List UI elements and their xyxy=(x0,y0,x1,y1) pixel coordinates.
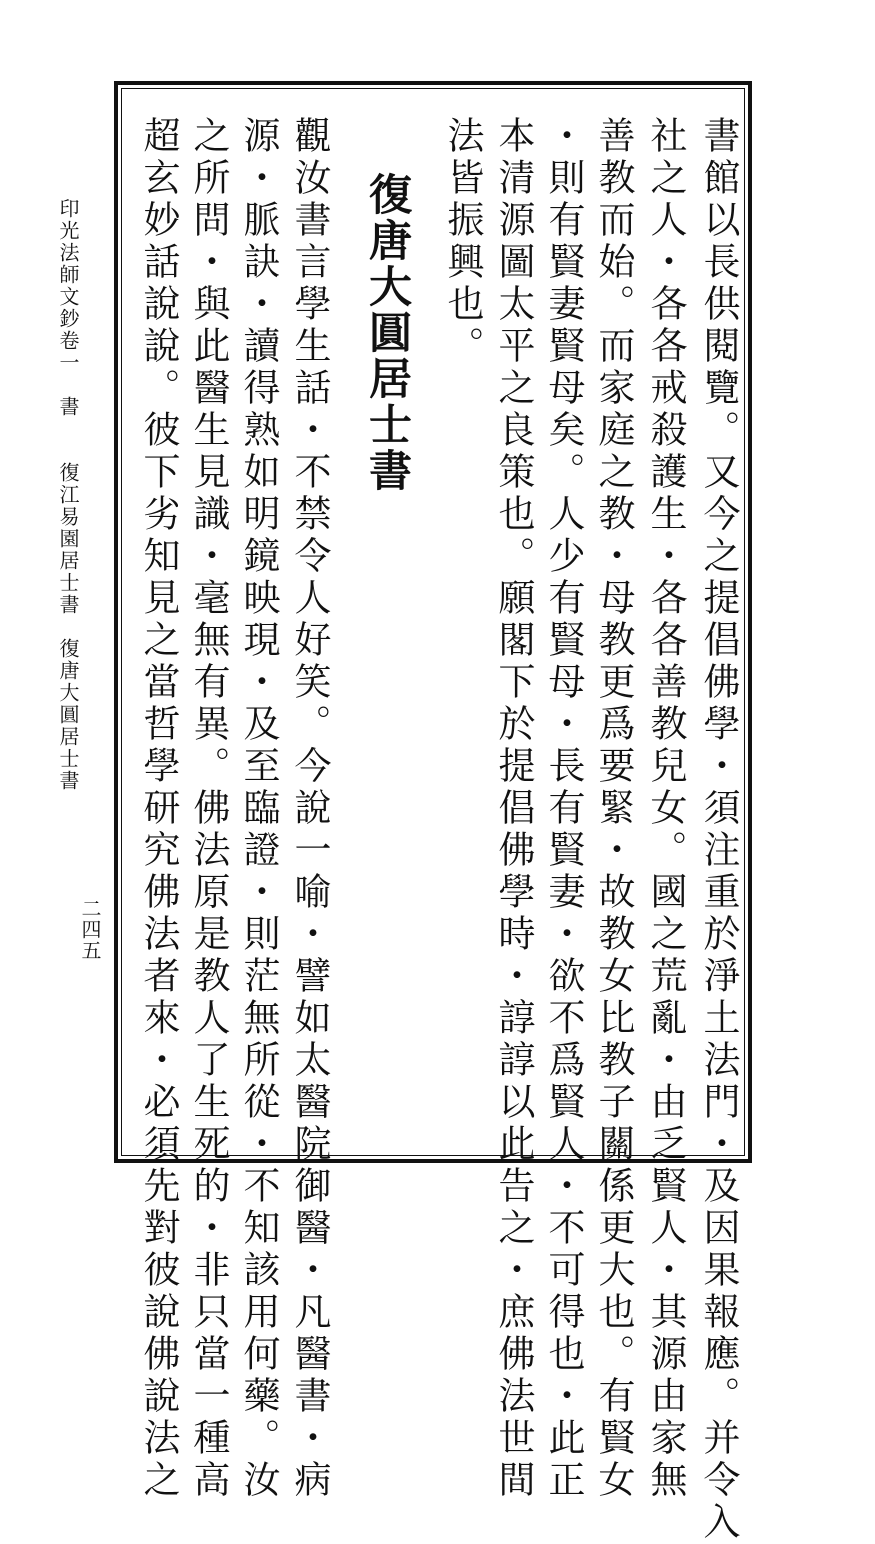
text-column: 本清源圖太平之良策也。願閣下於提倡佛學時・諄諄以此告之・庶佛法世間 xyxy=(492,116,535,1502)
text-column: 源・脈訣・讀得熟如明鏡映現・及至臨證・則茫無所從・不知該用何藥。汝 xyxy=(237,116,280,1502)
text-column: 超玄妙話說說。彼下劣知見之當哲學研究佛法者來・必須先對彼說佛說法之 xyxy=(137,116,180,1502)
text-column: 觀汝書言學生話・不禁令人好笑。今說一喻・譬如太醫院御醫・凡醫書・病 xyxy=(288,116,331,1502)
text-column: ・則有賢妻賢母矣。人少有賢母・長有賢妻・欲不爲賢人・不可得也・此正 xyxy=(542,116,585,1502)
text-column: 善教而始。而家庭之教・母教更爲要緊・故教女比教子關係更大也。有賢女 xyxy=(592,116,635,1502)
text-column: 書館以長供閱覽。又今之提倡佛學・須注重於淨土法門・及因果報應。并令入 xyxy=(697,116,740,1544)
running-header: 印光法師文鈔卷一 書 復江易園居士書 復唐大圓居士書 xyxy=(56,198,80,792)
text-column: 法皆振興也。 xyxy=(441,116,484,368)
page-number: 二四五 xyxy=(78,898,102,961)
text-column: 社之人・各各戒殺護生・各各善教兒女。國之荒亂・由乏賢人・其源由家無 xyxy=(644,116,687,1502)
text-column: 之所問・與此醫生見識・毫無有異。佛法原是教人了生死的・非只當一種高 xyxy=(187,116,230,1502)
letter-title: 復唐大圓居士書 xyxy=(362,172,412,494)
